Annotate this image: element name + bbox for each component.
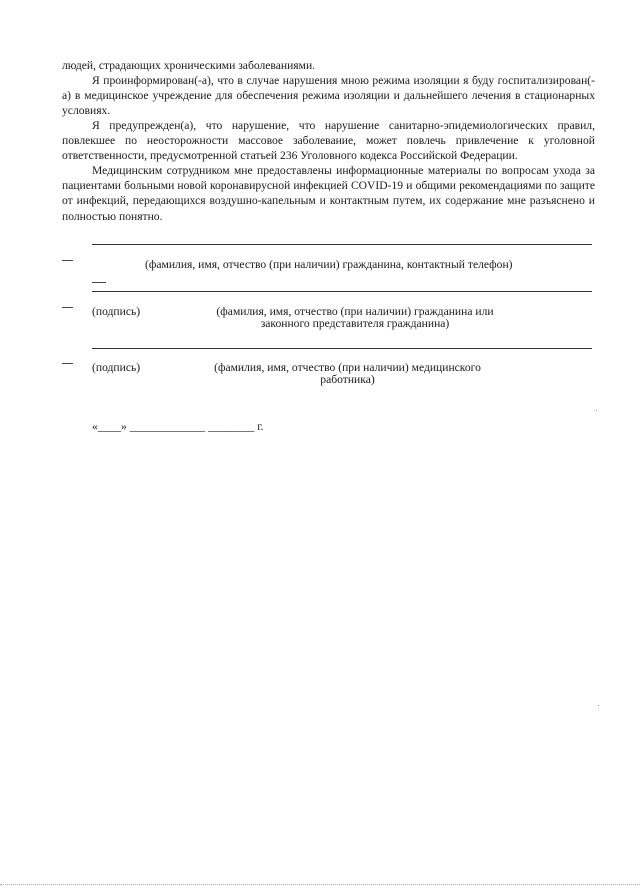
margin-dash: [62, 363, 73, 364]
citizen-name-phone-caption: (фамилия, имя, отчество (при наличии) гражданина, контактный телефон): [145, 258, 513, 271]
signature-label: (подпись): [92, 361, 141, 374]
paragraph-chronic-diseases: людей, страдающих хроническими заболеваниями.: [62, 59, 316, 72]
signature-label: (подпись): [92, 305, 141, 318]
caption-line: работника): [320, 373, 375, 386]
date-line: «____» _____________ ________ г.: [92, 420, 264, 433]
scan-edge-line: [0, 884, 640, 885]
citizen-or-representative-caption: [200, 306, 510, 330]
short-dash: [92, 282, 106, 283]
medical-worker-caption: [200, 362, 495, 386]
scan-speck: [596, 410, 597, 411]
margin-dash: [62, 260, 73, 261]
caption-line: (фамилия, имя, отчество (при наличии) гражданина или: [216, 305, 494, 318]
paragraph-criminal-liability: Я предупрежден(а), что нарушение, что нарушение санитарно-эпидемиологических правил, повлекшее по неосторожности массовое заболевание, может повлечь привлечение к уголовной ответственности, предусмотренной статьей 236 Уголовного кодекса Российской Федерации.: [62, 119, 595, 163]
margin-dash: [62, 307, 73, 308]
citizen-name-line: [92, 244, 592, 245]
caption-line: (фамилия, имя, отчество (при наличии) медицинского: [214, 361, 481, 374]
citizen-signature-line: [92, 291, 592, 292]
paragraph-info-materials: Медицинским сотрудником мне предоставлены информационные материалы по вопросам ухода за пациентами больными новой коронавирусной инфекцией COVID-19 и общими рекомендациями по защите от инфекций, передающихся воздушно-капельным и контактным путем, их содержание мне разъяснено и полностью понятно.: [62, 164, 595, 223]
paragraph-isolation-hospitalization: Я проинформирован(-а), что в случае нарушения мною режима изоляции я буду госпитализирован(-а) в медицинское учреждение для обеспечения режима изоляции и дальнейшего лечения в стационарных условиях.: [62, 74, 595, 118]
medic-signature-line: [92, 348, 592, 349]
scan-speck: [598, 705, 599, 706]
caption-line: законного представителя гражданина): [260, 317, 450, 330]
